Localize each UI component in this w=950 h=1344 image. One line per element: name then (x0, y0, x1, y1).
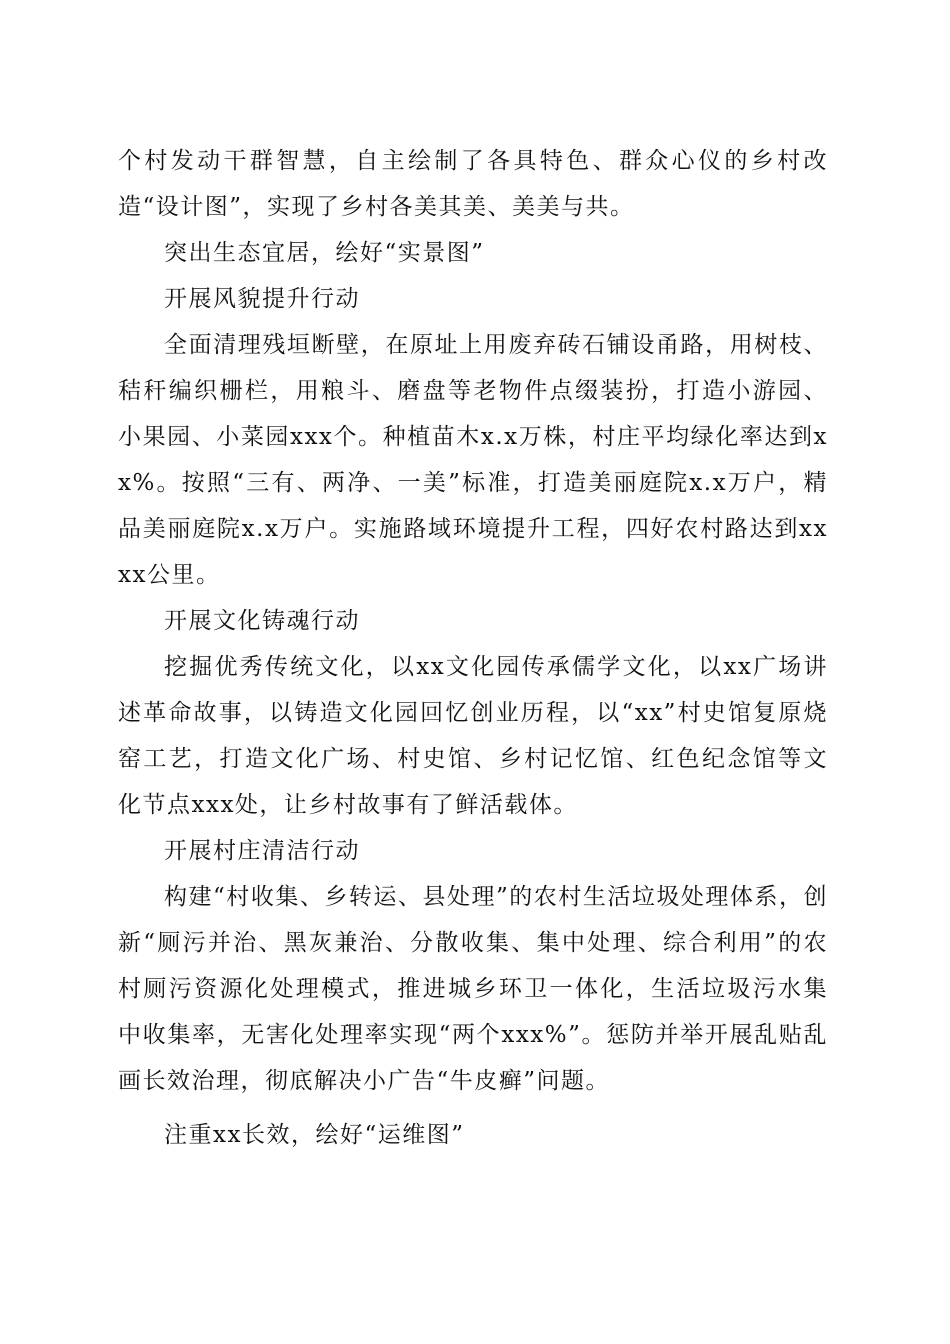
subheading-appearance: 开展风貌提升行动 (164, 286, 360, 312)
subheading-culture: 开展文化铸魂行动 (164, 608, 360, 634)
paragraph-continuation: 个村发动干群智慧，自主绘制了各具特色、群众心仪的乡村改造“设计图”，实现了乡村各美其美、美美与共。 (118, 148, 828, 220)
paragraph-appearance: 全面清理残垣断壁，在原址上用废弃砖石铺设甬路，用树枝、秸秆编织栅栏，用粮斗、磨盘等老物件点缀装扮，打造小游园、小果园、小菜园xxx个。种植苗木x.x万株，村庄平均绿化率达到xx%。按照“三有、两净、一美”标准，打造美丽庭院x.x万户，精品美丽庭院x.x万户。实施路域环境提升工程，四好农村路达到xxxx公里。 (118, 332, 828, 588)
section-heading-ecology: 突出生态宜居，绘好“实景图” (164, 240, 485, 266)
section-heading-maintenance: 注重xx长效，绘好“运维图” (164, 1122, 465, 1148)
document-page (118, 138, 828, 1158)
paragraph-cleaning: 构建“村收集、乡转运、县处理”的农村生活垃圾处理体系，创新“厕污并治、黑灰兼治、分散收集、集中处理、综合利用”的农村厕污资源化处理模式，推进城乡环卫一体化，生活垃圾污水集中收集率，无害化处理率实现“两个xxx%”。惩防并举开展乱贴乱画长效治理，彻底解决小广告“牛皮癣”问题。 (118, 884, 828, 1094)
subheading-cleaning: 开展村庄清洁行动 (164, 838, 360, 864)
paragraph-culture: 挖掘优秀传统文化，以xx文化园传承儒学文化，以xx广场讲述革命故事，以铸造文化园回忆创业历程，以“xx”村史馆复原烧窑工艺，打造文化广场、村史馆、乡村记忆馆、红色纪念馆等文化节点xxx处，让乡村故事有了鲜活载体。 (118, 654, 828, 818)
